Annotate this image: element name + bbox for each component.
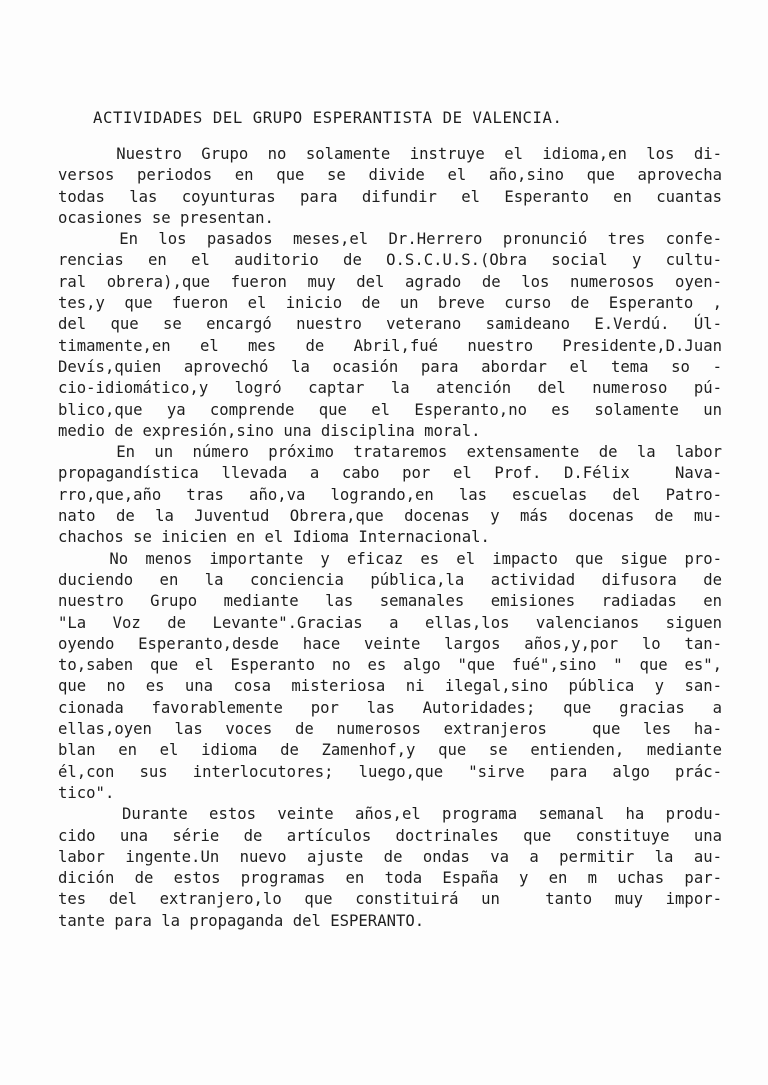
text-line: Nuestro Grupo no solamente instruye el idioma,en los di- <box>58 145 722 163</box>
text-line: todas las coyunturas para difundir el Esperanto en cuantas <box>58 187 722 206</box>
text-line: propagandística llevada a cabo por el Prof. D.Félix Nava- <box>58 464 722 483</box>
text-line: nuestro Grupo mediante las semanales emisiones radiadas en <box>58 592 722 611</box>
text-line: blico,que ya comprende que el Esperanto,no es solamente un <box>58 400 722 419</box>
text-line: No menos importante y eficaz es el impacto que sigue pro- <box>58 549 722 568</box>
text-line: versos periodos en que se divide el año,sino que aprovecha <box>58 166 722 185</box>
text-line: que no es una cosa misteriosa ni ilegal,sino pública y san- <box>58 677 722 696</box>
text-line: chachos se inicien en el Idioma Internacional. <box>58 528 490 547</box>
text-line: tico". <box>58 783 115 802</box>
text-line: medio de expresión,sino una disciplina moral. <box>58 421 481 440</box>
text-line: ellas,oyen las voces de numerosos extranjeros que les ha- <box>58 720 722 739</box>
text-line: rro,que,año tras año,va logrando,en las escuelas del Patro- <box>58 485 722 504</box>
text-line: cionada favorablemente por las Autoridades; que gracias a <box>58 698 722 717</box>
text-line: En un número próximo trataremos extensamente de la labor <box>58 443 722 462</box>
text-line: Durante estos veinte años,el programa semanal ha produ- <box>58 805 722 824</box>
text-line: tes del extranjero,lo que constituirá un tanto muy impor- <box>58 890 722 909</box>
text-line: del que se encargó nuestro veterano samideano E.Verdú. Úl- <box>58 315 722 334</box>
text-line: ral obrera),que fueron muy del agrado de los numerosos oyen- <box>58 272 722 291</box>
page-title: ACTIVIDADES DEL GRUPO ESPERANTISTA DE VALENCIA. <box>93 109 563 127</box>
text-line: tes,y que fueron el inicio de un breve curso de Esperanto , <box>58 294 722 313</box>
text-line: ocasiones se presentan. <box>58 208 274 227</box>
text-line: to,saben que el Esperanto no es algo "que fué",sino " que es", <box>58 656 722 675</box>
text-line: blan en el idioma de Zamenhof,y que se entienden, mediante <box>58 741 722 760</box>
text-line: En los pasados meses,el Dr.Herrero pronunció tres confe- <box>58 230 722 249</box>
text-line: cido una série de artículos doctrinales que constituye una <box>58 826 722 845</box>
text-line: él,con sus interlocutores; luego,que "sirve para algo prác- <box>58 762 722 781</box>
text-line: timamente,en el mes de Abril,fué nuestro Presidente,D.Juan <box>58 336 722 355</box>
text-line: cio-idiomático,y logró captar la atención del numeroso pú- <box>58 379 722 398</box>
text-line: "La Voz de Levante".Gracias a ellas,los valencianos siguen <box>58 613 722 632</box>
text-line: rencias en el auditorio de O.S.C.U.S.(Obra social y cultu- <box>58 251 722 270</box>
text-line: Devís,quien aprovechó la ocasión para abordar el tema so - <box>58 357 722 376</box>
text-line: oyendo Esperanto,desde hace veinte largos años,y,por lo tan- <box>58 634 722 653</box>
text-line: duciendo en la conciencia pública,la actividad difusora de <box>58 570 722 589</box>
article-body <box>58 144 722 932</box>
text-line: tante para la propaganda del ESPERANTO. <box>58 911 425 930</box>
text-line: labor ingente.Un nuevo ajuste de ondas va a permitir la au- <box>58 847 722 866</box>
text-line: dición de estos programas en toda España y en m uchas par- <box>58 869 722 888</box>
text-line: nato de la Juventud Obrera,que docenas y más docenas de mu- <box>58 507 722 526</box>
